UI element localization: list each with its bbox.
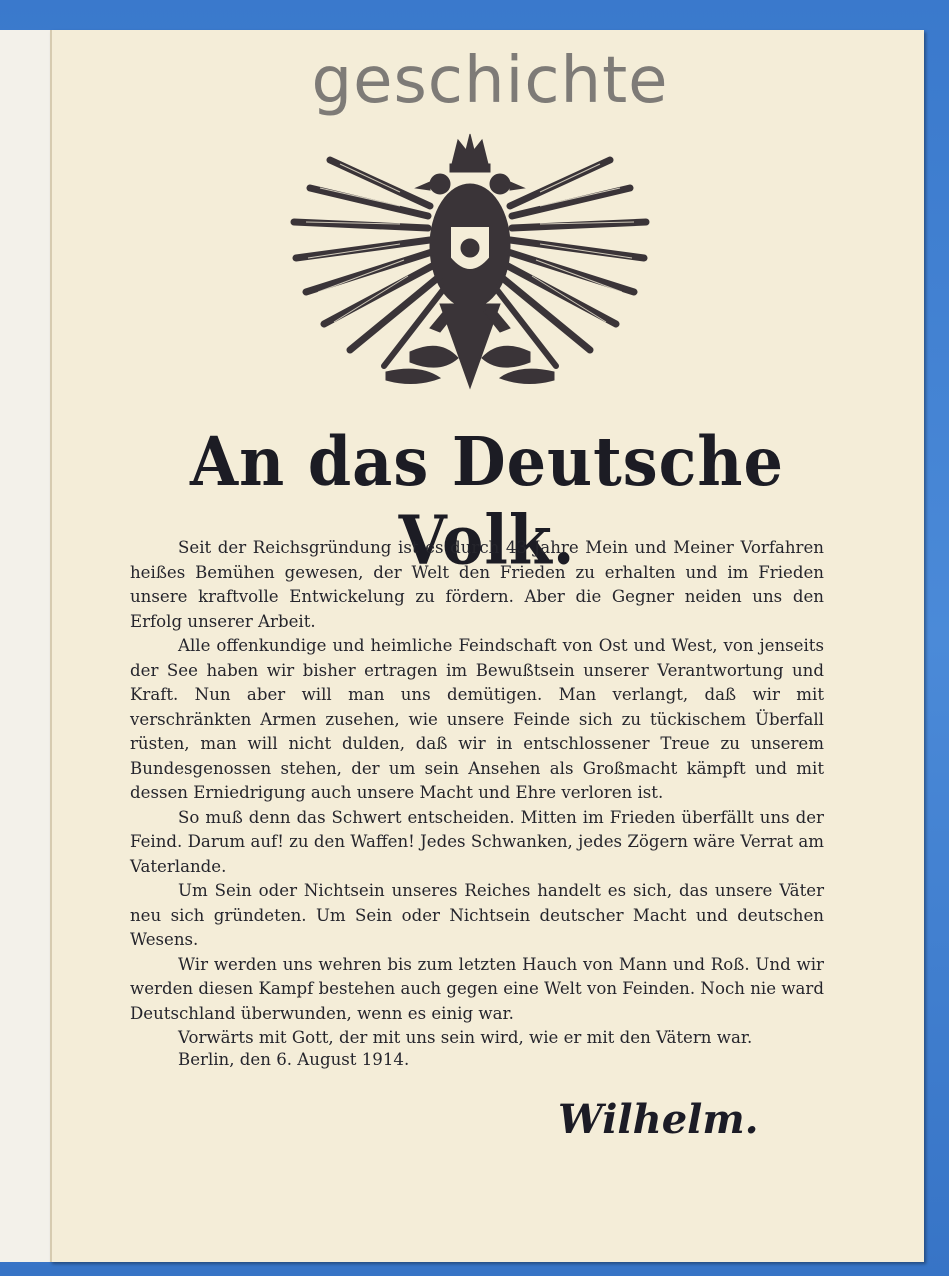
paragraph-3: So muß denn das Schwert entscheiden. Mitten im Frieden überfällt uns der Feind. Darum auf! zu den Waffen! Jedes Schwanken, jedes Zögern wäre Verrat am Vaterlande. xyxy=(130,807,824,876)
signature: Wilhelm. xyxy=(558,1096,759,1143)
paragraph-1: Seit der Reichsgründung ist es durch 43 Jahre Mein und Meiner Vorfahren heißes Bemühen gewesen, der Welt den Frieden zu erhalten und im Frieden unsere kraftvolle Entwickelung zu fördern. Aber die Gegner neiden uns den Erfolg unserer Arbeit. xyxy=(130,538,824,631)
dateline: Berlin, den 6. August 1914. xyxy=(178,1050,410,1069)
imperial-eagle-icon xyxy=(290,126,650,396)
paragraph-5: Wir werden uns wehren bis zum letzten Hauch von Mann und Roß. Und wir werden diesen Kampf bestehen auch gegen eine Welt von Feinden. Noch nie ward Deutschland überwunden, wenn es einig war. xyxy=(130,954,824,1023)
paragraph-6: Vorwärts mit Gott, der mit uns sein wird, wie er mit den Vätern war. xyxy=(178,1028,753,1047)
proclamation-page xyxy=(50,30,924,1262)
paragraph-4: Um Sein oder Nichtsein unseres Reiches handelt es sich, das unsere Väter neu sich gründeten. Um Sein oder Nichtsein deutscher Macht und deutschen Wesens. xyxy=(130,881,824,949)
watermark-text: geschichte xyxy=(311,44,669,118)
paragraph-2: Alle offenkundige und heimliche Feindschaft von Ost und West, von jenseits der See haben wir bisher ertragen im Bewußtsein unserer Verantwortung und Kraft. Nun aber will man uns demütigen. Man verlangt, daß wir mit verschränkten Armen zusehen, wie unsere Feinde sich zu tückischem Überfall rüsten, man will nicht dulden, daß wir in entschlossener Treue zu unserem Bundesgenossen stehen, der um sein Ansehen als Großmacht kämpft und mit dessen Erniedrigung auch unsere Macht und Ehre verloren ist. xyxy=(130,636,824,802)
proclamation-title: An das Deutsche Volk. xyxy=(190,422,784,580)
proclamation-body xyxy=(130,536,824,1051)
